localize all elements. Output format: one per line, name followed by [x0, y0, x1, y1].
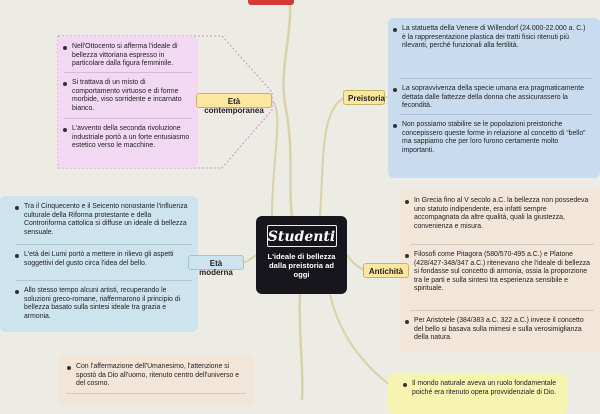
bullet-icon — [63, 128, 67, 132]
branch-label-antichita[interactable]: Antichità — [363, 263, 409, 278]
bullet-icon — [15, 254, 19, 258]
antichita-note-3: Per Aristotele (384/383 a.C. 322 a.C.) invece il concetto del bello si basava sulla mimesi e sulla verosimiglianza della natura. — [400, 314, 596, 346]
divider — [64, 118, 192, 119]
bullet-icon — [393, 124, 397, 128]
bullet-icon — [405, 320, 409, 324]
moderna-note-3: Allo stesso tempo alcuni artisti, recuperando le soluzioni greco-romane, riaffermarono il principio di bellezza basato sulla sintesi ideale tra grazia e armonia. — [10, 284, 198, 324]
divider — [400, 78, 592, 79]
preistoria-note-1: La statuetta della Venere di Willendorf (24.000-22.000 a. C.) è la rappresentazione plastica dei tratti fisici ritenuti più rilevanti, perché funzionali alla fertilità. — [388, 22, 594, 54]
bullet-icon — [15, 206, 19, 210]
moderna-note-1: Tra il Cinquecento e il Seicento nonostante l'influenza culturale della Riforma protestante e della Controriforma cattolica si diffuse un ideale di bellezza sensuale. — [10, 200, 198, 240]
preistoria-note-2: La sopravvivenza della specie umana era pragmaticamente dettata dalle fattezze della donna che assicurassero la fecondità. — [388, 82, 594, 114]
branch-label-contemporanea[interactable]: Età contemporanea — [196, 93, 272, 108]
bullet-icon — [405, 254, 409, 258]
bullet-icon — [403, 383, 407, 387]
bullet-icon — [63, 46, 67, 50]
branch-label-moderna[interactable]: Età moderna — [188, 255, 244, 270]
bullet-icon — [63, 82, 67, 86]
central-title: L'ideale di bellezza dalla preistoria ad oggi — [267, 252, 336, 279]
bottom-left-note-1: Con l'affermazione dell'Umanesimo, l'attenzione si spostò da Dio all'uomo, ritenuto centro dell'universo e del cosmo. — [62, 360, 252, 392]
divider — [410, 310, 594, 311]
bullet-icon — [405, 200, 409, 204]
divider — [64, 72, 192, 73]
connector-moderna — [242, 255, 256, 263]
contemporanea-note-3: L'avvento della seconda rivoluzione industriale portò a un forte entusiasmo estetico verso le macchine. — [58, 122, 198, 154]
divider — [400, 114, 592, 115]
divider — [16, 244, 192, 245]
antichita-note-1: In Grecia fino al V secolo a.C. la bellezza non possedeva uno statuto indipendente, era infatti sempre accompagnata da altre qualità, quali la giustezza, convenienza e misura. — [400, 194, 596, 234]
bullet-icon — [393, 28, 397, 32]
bullet-icon — [15, 290, 19, 294]
moderna-note-2: L'età dei Lumi portò a mettere in rilievo gli aspetti soggettivi del gusto circa l'idea del bello. — [10, 248, 198, 271]
bullet-icon — [67, 366, 71, 370]
connector-preistoria — [320, 97, 345, 216]
contemporanea-note-2: Si trattava di un misto di comportamento virtuoso e di forme morbide, viso sorridente e incarnato bianco. — [58, 76, 198, 116]
connector-bottom — [300, 294, 303, 400]
connector-bottom-right — [330, 294, 390, 385]
divider — [410, 244, 594, 245]
contemporanea-note-1: Nell'Ottocento si afferma l'ideale di bellezza vittoriana espresso in particolare dalla figura femminile. — [58, 40, 198, 72]
connector-contemporanea — [272, 101, 277, 216]
bottom-right-note-1: Il mondo naturale aveva un ruolo fondamentale poiché era ritenuto opera provvidenziale di Dio. — [398, 377, 564, 400]
divider — [16, 280, 192, 281]
connector-top — [284, 0, 292, 216]
central-node[interactable] — [256, 216, 347, 294]
top-node-edge — [248, 0, 294, 5]
divider — [66, 393, 246, 394]
preistoria-note-3: Non possiamo stabilire se le popolazioni preistoriche concepissero queste forme in relazione al concetto di “bello” ma sappiamo che per loro furono certamente molto importanti. — [388, 118, 594, 158]
bullet-icon — [393, 88, 397, 92]
branch-label-preistoria[interactable]: Preistoria — [343, 90, 385, 105]
antichita-note-2: Filosofi come Pitagora (580/570-495 a.C.) e Platone (428/427-348/347 a.C.) ritenevano che l'ideale di bellezza si fondasse sul concetto di armonia, ossia la proporzione tra le parti e sulla sintesi tra esperienza sensibile e spirituale. — [400, 248, 596, 297]
studenti-logo: Studenti — [267, 225, 337, 247]
